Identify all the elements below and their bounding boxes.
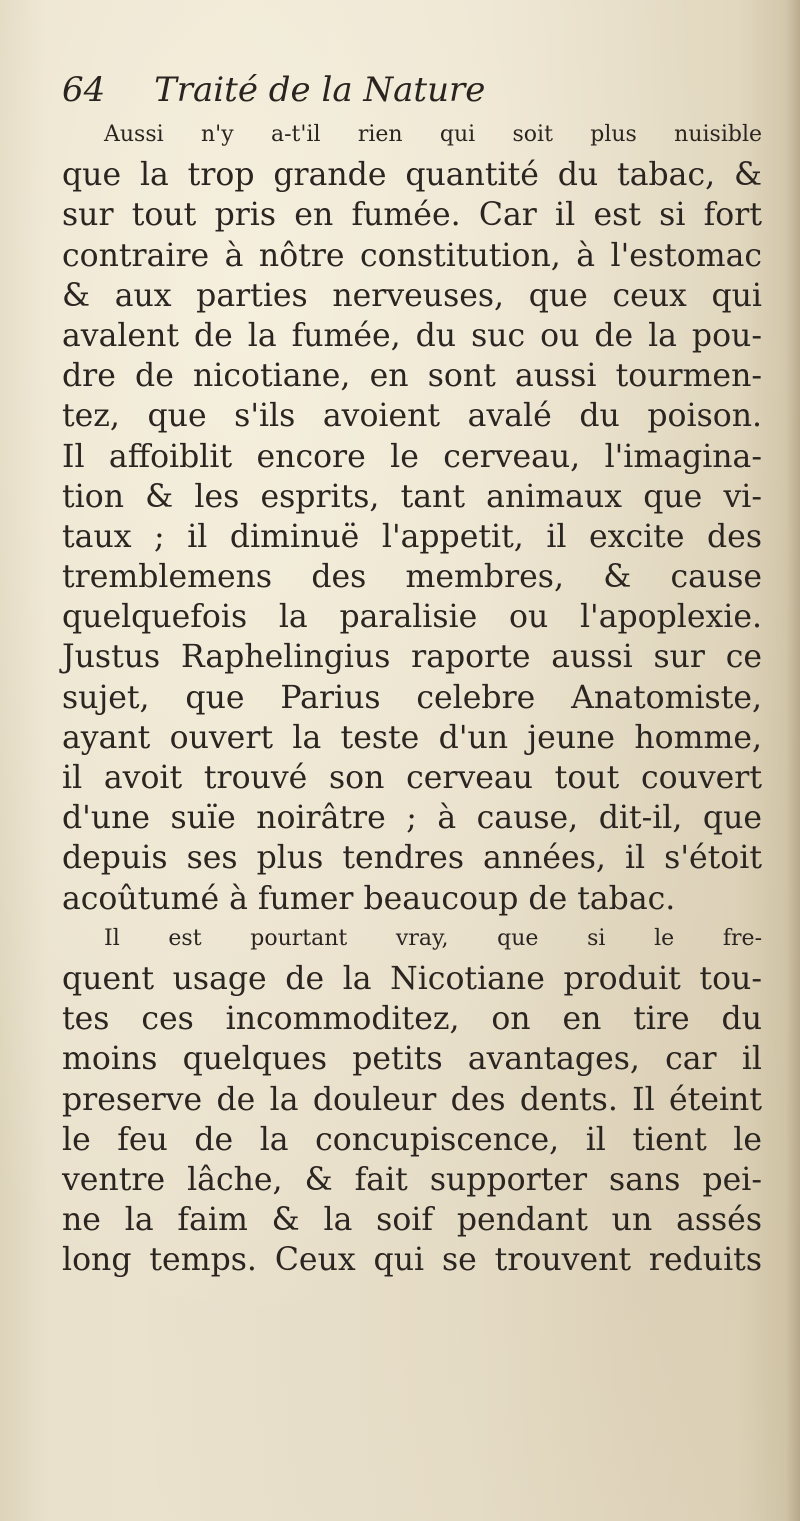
page-gutter-shadow [786, 0, 800, 1521]
text-line: tion & les esprits, tant animaux que vi- [62, 478, 762, 515]
text-line: tez, que s'ils avoient avalé du poison. [62, 398, 762, 435]
text-line: Il est pourtant vray, que si le fre- [104, 925, 762, 951]
text-line: contraire à nôtre constitution, à l'estomac [62, 237, 762, 274]
text-line: moins quelques petits avantages, car il [62, 1041, 762, 1078]
text-line: avalent de la fumée, du suc ou de la pou- [62, 317, 762, 354]
text-line: Aussi n'y a-t'il rien qui soit plus nuisible [104, 122, 762, 147]
text-line: d'une suïe noirâtre ; à cause, dit-il, que [62, 800, 762, 837]
body-text [62, 115, 762, 1280]
running-header [62, 70, 762, 120]
text-line: sujet, que Parius celebre Anatomiste, [62, 679, 762, 716]
text-line: quent usage de la Nicotiane produit tou- [62, 960, 762, 997]
text-line: acoûtumé à fumer beaucoup de tabac. [62, 880, 676, 917]
text-line: ayant ouvert la teste d'un jeune homme, [62, 719, 762, 756]
text-line: Il affoiblit encore le cerveau, l'imagina- [62, 438, 762, 475]
text-line: sur tout pris en fumée. Car il est si fort [62, 197, 762, 234]
running-title: Traité de la Nature [154, 70, 486, 110]
text-line: depuis ses plus tendres années, il s'étoit [62, 840, 762, 877]
text-line: long temps. Ceux qui se trouvent reduits [62, 1242, 762, 1279]
page-number: 64 [62, 70, 106, 110]
text-line: taux ; il diminuë l'appetit, il excite des [62, 518, 762, 555]
text-line: & aux parties nerveuses, que ceux qui [62, 277, 762, 314]
text-line: que la trop grande quantité du tabac, & [62, 157, 762, 194]
text-line: dre de nicotiane, en sont aussi tourmen- [62, 358, 762, 395]
text-line: tremblemens des membres, & cause [62, 559, 762, 596]
text-line: ne la faim & la soif pendant un assés [62, 1202, 762, 1239]
text-line: ventre lâche, & fait supporter sans pei- [62, 1161, 762, 1198]
text-line: quelquefois la paralisie ou l'apoplexie. [62, 599, 762, 636]
text-line: preserve de la douleur des dents. Il éteint [62, 1081, 762, 1118]
text-line: il avoit trouvé son cerveau tout couvert [62, 760, 762, 796]
text-line: tes ces incommoditez, on en tire du [62, 1001, 762, 1038]
text-line: Justus Raphelingius raporte aussi sur ce [62, 639, 762, 676]
text-line: le feu de la concupiscence, il tient le [62, 1121, 762, 1158]
